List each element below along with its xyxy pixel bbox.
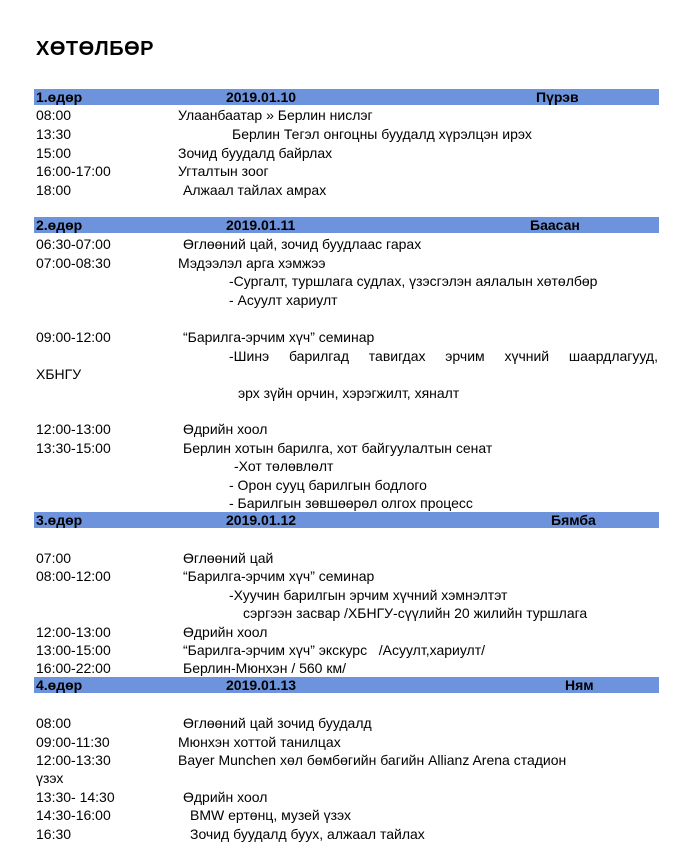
schedule-subitem: - Орон сууц барилгын бодлого	[229, 477, 427, 493]
schedule-item: Өдрийн хоол	[183, 789, 268, 805]
schedule-time: 16:00-22:00	[36, 660, 111, 676]
schedule-time: 06:30-07:00	[36, 236, 111, 252]
schedule-time: 16:30	[36, 826, 72, 842]
day-header-1	[34, 89, 659, 105]
schedule-subitem: ХБНГУ	[36, 366, 82, 382]
schedule-time: 07:00	[36, 550, 72, 566]
schedule-item: “Барилга-эрчим хүч” экскурс /Асуулт,хариулт/	[183, 642, 485, 658]
schedule-item: Угталтын зоог	[178, 163, 269, 179]
schedule-subitem: эрх зүйн орчин, хэрэгжилт, хяналт	[238, 385, 460, 401]
schedule-item: Берлин-Мюнхэн / 560 км/	[183, 660, 346, 676]
schedule-time: 08:00	[36, 715, 72, 731]
day-header-4	[34, 677, 659, 693]
schedule-item: Зочид буудалд байрлах	[178, 145, 333, 161]
schedule-item: “Барилга-эрчим хүч” семинар	[183, 329, 375, 345]
schedule-subitem: үзэх	[36, 770, 64, 786]
schedule-item: Өдрийн хоол	[183, 421, 268, 437]
schedule-item: Зочид буудалд буух, алжаал тайлах	[190, 826, 425, 842]
schedule-item: Өглөөний цай зочид буудалд	[183, 715, 372, 731]
schedule-time: 18:00	[36, 182, 72, 198]
schedule-time: 08:00-12:00	[36, 568, 111, 584]
schedule-subitem: -Шинэ барилгад тавигдах эрчим хүчний шаардлагууд,	[229, 348, 658, 364]
schedule-item: Мэдээлэл арга хэмжээ	[178, 255, 326, 271]
schedule-item: Алжаал тайлах амрах	[183, 182, 327, 198]
schedule-item: Өглөөний цай, зочид буудлаас гарах	[183, 236, 422, 252]
day-label: 3.өдөр	[36, 512, 83, 528]
schedule-item: BMW ертөнц, музей үзэх	[190, 807, 352, 823]
page-title: ХӨТӨЛБӨР	[36, 38, 154, 60]
schedule-time: 13:30-15:00	[36, 440, 111, 456]
day-date: 2019.01.10	[226, 89, 297, 105]
schedule-item: Улаанбаатар » Берлин нислэг	[178, 107, 373, 123]
schedule-time: 15:00	[36, 145, 72, 161]
schedule-item: Өглөөний цай	[183, 550, 274, 566]
schedule-item: “Барилга-эрчим хүч” семинар	[183, 568, 375, 584]
day-label: 1.өдөр	[36, 89, 83, 105]
schedule-time: 09:00-11:30	[36, 734, 110, 750]
schedule-time: 13:30- 14:30	[36, 789, 115, 805]
day-weekday: Ням	[565, 677, 594, 693]
day-label: 4.өдөр	[36, 677, 83, 693]
day-label: 2.өдөр	[36, 217, 83, 233]
schedule-subitem: -Хот төлөвлөлт	[234, 458, 334, 474]
schedule-item: Мюнхэн хоттой танилцах	[178, 734, 341, 750]
schedule-time: 07:00-08:30	[36, 255, 111, 271]
schedule-subitem: - Асуулт хариулт	[229, 292, 338, 308]
schedule-item: Берлин Тегэл онгоцны буудалд хүрэлцэн ирэх	[232, 126, 532, 142]
schedule-subitem: -Хуучин барилгын эрчим хүчний хэмнэлтэт	[229, 587, 508, 603]
schedule-subitem: сэргээн засвар /ХБНГУ-сүүлийн 20 жилийн туршлага	[243, 605, 588, 621]
schedule-time: 12:00-13:00	[36, 421, 111, 437]
schedule-time: 13:30	[36, 126, 72, 142]
day-date: 2019.01.11	[226, 217, 296, 233]
day-weekday: Баасан	[530, 217, 580, 233]
schedule-item: Берлин хотын барилга, хот байгуулалтын сенат	[183, 440, 493, 456]
schedule-time: 09:00-12:00	[36, 329, 111, 345]
schedule-time: 12:00-13:00	[36, 624, 111, 640]
schedule-time: 08:00	[36, 107, 72, 123]
day-date: 2019.01.12	[226, 512, 297, 528]
day-header-2	[34, 217, 659, 233]
day-weekday: Пүрэв	[536, 89, 579, 105]
schedule-item: Bayer Munchen хөл бөмбөгийн багийн Allianz Arena стадион	[178, 752, 567, 768]
schedule-subitem: - Барилгын зөвшөөрөл олгох процесс	[229, 495, 473, 511]
schedule-time: 13:00-15:00	[36, 642, 111, 658]
day-header-3	[34, 512, 659, 528]
schedule-item: Өдрийн хоол	[183, 624, 268, 640]
schedule-time: 14:30-16:00	[36, 807, 111, 823]
schedule-time: 16:00-17:00	[36, 163, 111, 179]
schedule-time: 12:00-13:30	[36, 752, 111, 768]
day-date: 2019.01.13	[226, 677, 297, 693]
day-weekday: Бямба	[551, 512, 596, 528]
schedule-subitem: -Сургалт, туршлага судлах, үзэсгэлэн аялалын хөтөлбөр	[229, 273, 598, 289]
